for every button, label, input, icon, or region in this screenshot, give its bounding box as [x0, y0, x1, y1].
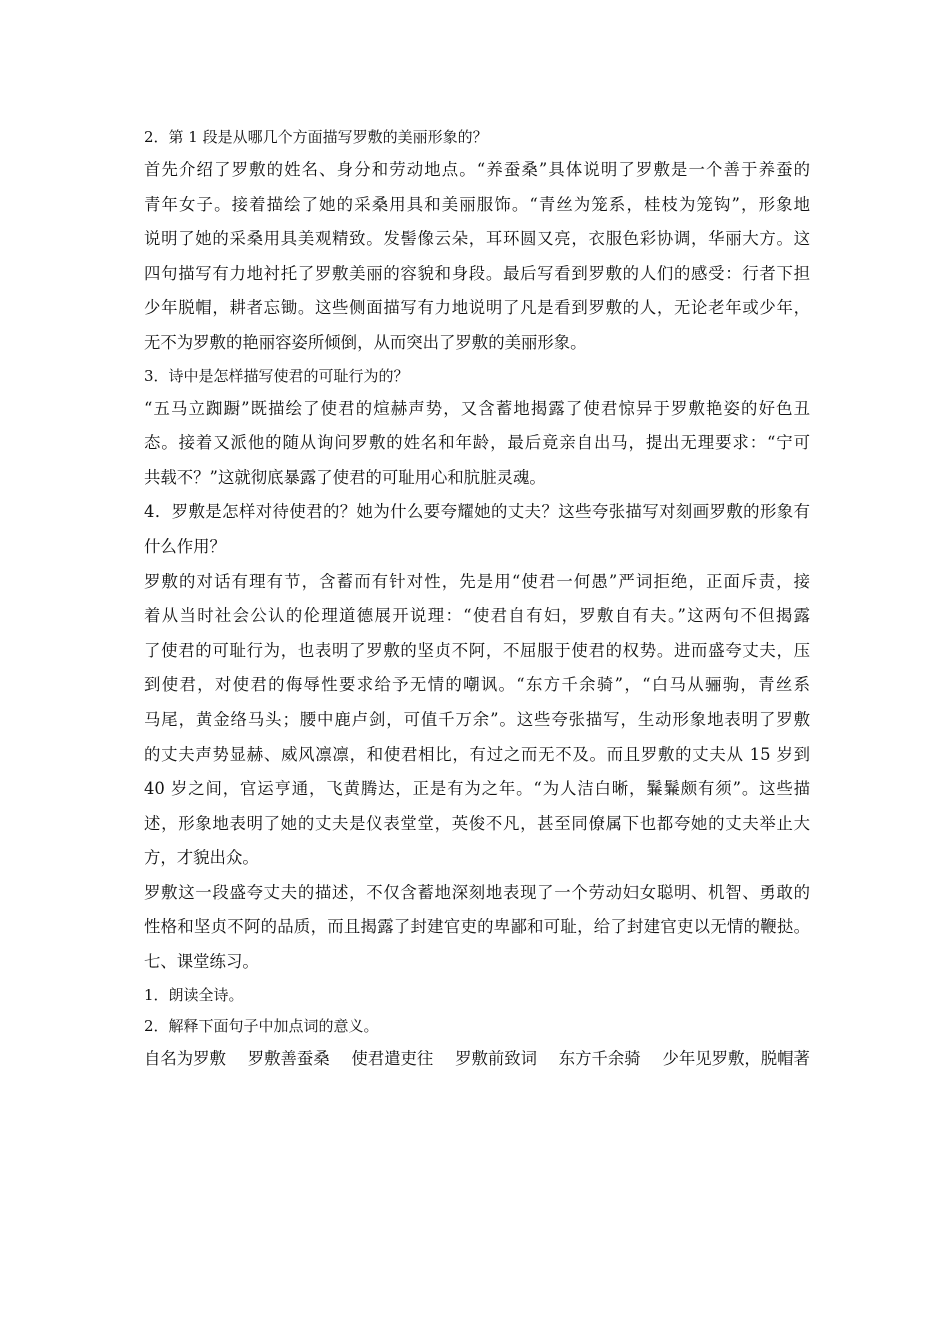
text-line: 了使君的可耻行为，也表明了罗敷的坚贞不阿，不屈服于使君的权势。进而盛夸丈夫，压: [144, 640, 810, 660]
text-line: 少年脱帽，耕者忘锄。这些侧面描写有力地说明了凡是看到罗敷的人，无论老年或少年，: [144, 298, 810, 318]
question-line: 2．解释下面句子中加点词的意义。: [144, 1016, 379, 1035]
text-line: 态。接着又派他的随从询问罗敷的姓名和年龄，最后竟亲自出马，提出无理要求：“宁可: [144, 433, 810, 453]
text-line: “五马立踟蹰”既描绘了使君的煊赫声势，又含蓄地揭露了使君惊异于罗敷艳姿的好色丑: [144, 398, 810, 418]
question-line: 2．第 1 段是从哪几个方面描写罗敷的美丽形象的？: [144, 128, 488, 146]
text-line: 青年女子。接着描绘了她的采桑用具和美丽服饰。“青丝为笼系，桂枝为笼钩”，形象地: [144, 194, 810, 214]
document-body: [144, 122, 810, 1042]
text-line: 共载不？”这就彻底暴露了使君的可耻用心和肮脏灵魂。: [144, 467, 546, 487]
example-sentence: 自名为罗敷: [144, 1048, 226, 1068]
text-line: 首先介绍了罗敷的姓名、身分和劳动地点。“养蚕桑”具体说明了罗敷是一个善于养蚕的: [144, 160, 810, 179]
question-line: 1．朗读全诗。: [144, 985, 244, 1004]
example-sentence: 东方千余骑: [558, 1048, 641, 1068]
text-line: 的丈夫声势显赫、威风凛凛，和使君相比，有过之而无不及。而且罗敷的丈夫从 15 岁到: [144, 744, 810, 764]
text-line: 罗敷这一段盛夸丈夫的描述，不仅含蓄地深刻地表现了一个劳动妇女聪明、机智、勇敢的: [144, 882, 810, 902]
text-line: 说明了她的采桑用具美观精致。发髻像云朵，耳环圆又亮，衣服色彩协调，华丽大方。这: [144, 229, 810, 249]
example-sentence: 罗敷善蚕桑: [247, 1048, 330, 1068]
text-line: 40 岁之间，官运亨通，飞黄腾达，正是有为之年。“为人洁白晰，鬑鬑颇有须”。这些描: [144, 779, 810, 799]
text-line: 到使君，对使君的侮辱性要求给予无情的嘲讽。“东方千余骑”，“白马从骊驹，青丝系: [144, 675, 810, 695]
text-line: 4．罗敷是怎样对待使君的？她为什么要夸耀她的丈夫？这些夸张描写对刻画罗敷的形象有: [144, 502, 810, 522]
question-line: 3．诗中是怎样描写使君的可耻行为的？: [144, 366, 409, 385]
example-sentences: [144, 1042, 810, 1077]
example-sentence: 少年见罗敷，脱帽著: [662, 1048, 810, 1068]
text-line: 述，形象地表明了她的丈夫是仪表堂堂，英俊不凡，甚至同僚属下也都夸她的丈夫举止大: [144, 813, 810, 833]
text-line: 着从当时社会公认的伦理道德展开说理：“使君自有妇，罗敷自有夫。”这两句不但揭露: [144, 606, 810, 626]
text-line: 性格和坚贞不阿的品质，而且揭露了封建官吏的卑鄙和可耻，给了封建官吏以无情的鞭挞。: [144, 917, 810, 937]
text-line: 四句描写有力地衬托了罗敷美丽的容貌和身段。最后写看到罗敷的人们的感受：行者下担: [144, 263, 810, 283]
example-sentence: 罗敷前致词: [455, 1048, 538, 1068]
text-line: 方，才貌出众。: [144, 848, 259, 868]
example-sentence: 使君遣吏往: [351, 1048, 434, 1068]
text-line: 无不为罗敷的艳丽容姿所倾倒，从而突出了罗敷的美丽形象。: [144, 332, 587, 352]
text-line: 什么作用？: [144, 536, 226, 556]
text-line: 马尾，黄金络马头；腰中鹿卢剑，可值千万余”。这些夸张描写，生动形象地表明了罗敷: [144, 709, 810, 729]
document-page: [144, 122, 810, 1076]
text-line: 七、课堂练习。: [144, 952, 259, 972]
text-line: 罗敷的对话有理有节，含蓄而有针对性，先是用“使君一何愚”严词拒绝，正面斥责，接: [144, 571, 810, 591]
